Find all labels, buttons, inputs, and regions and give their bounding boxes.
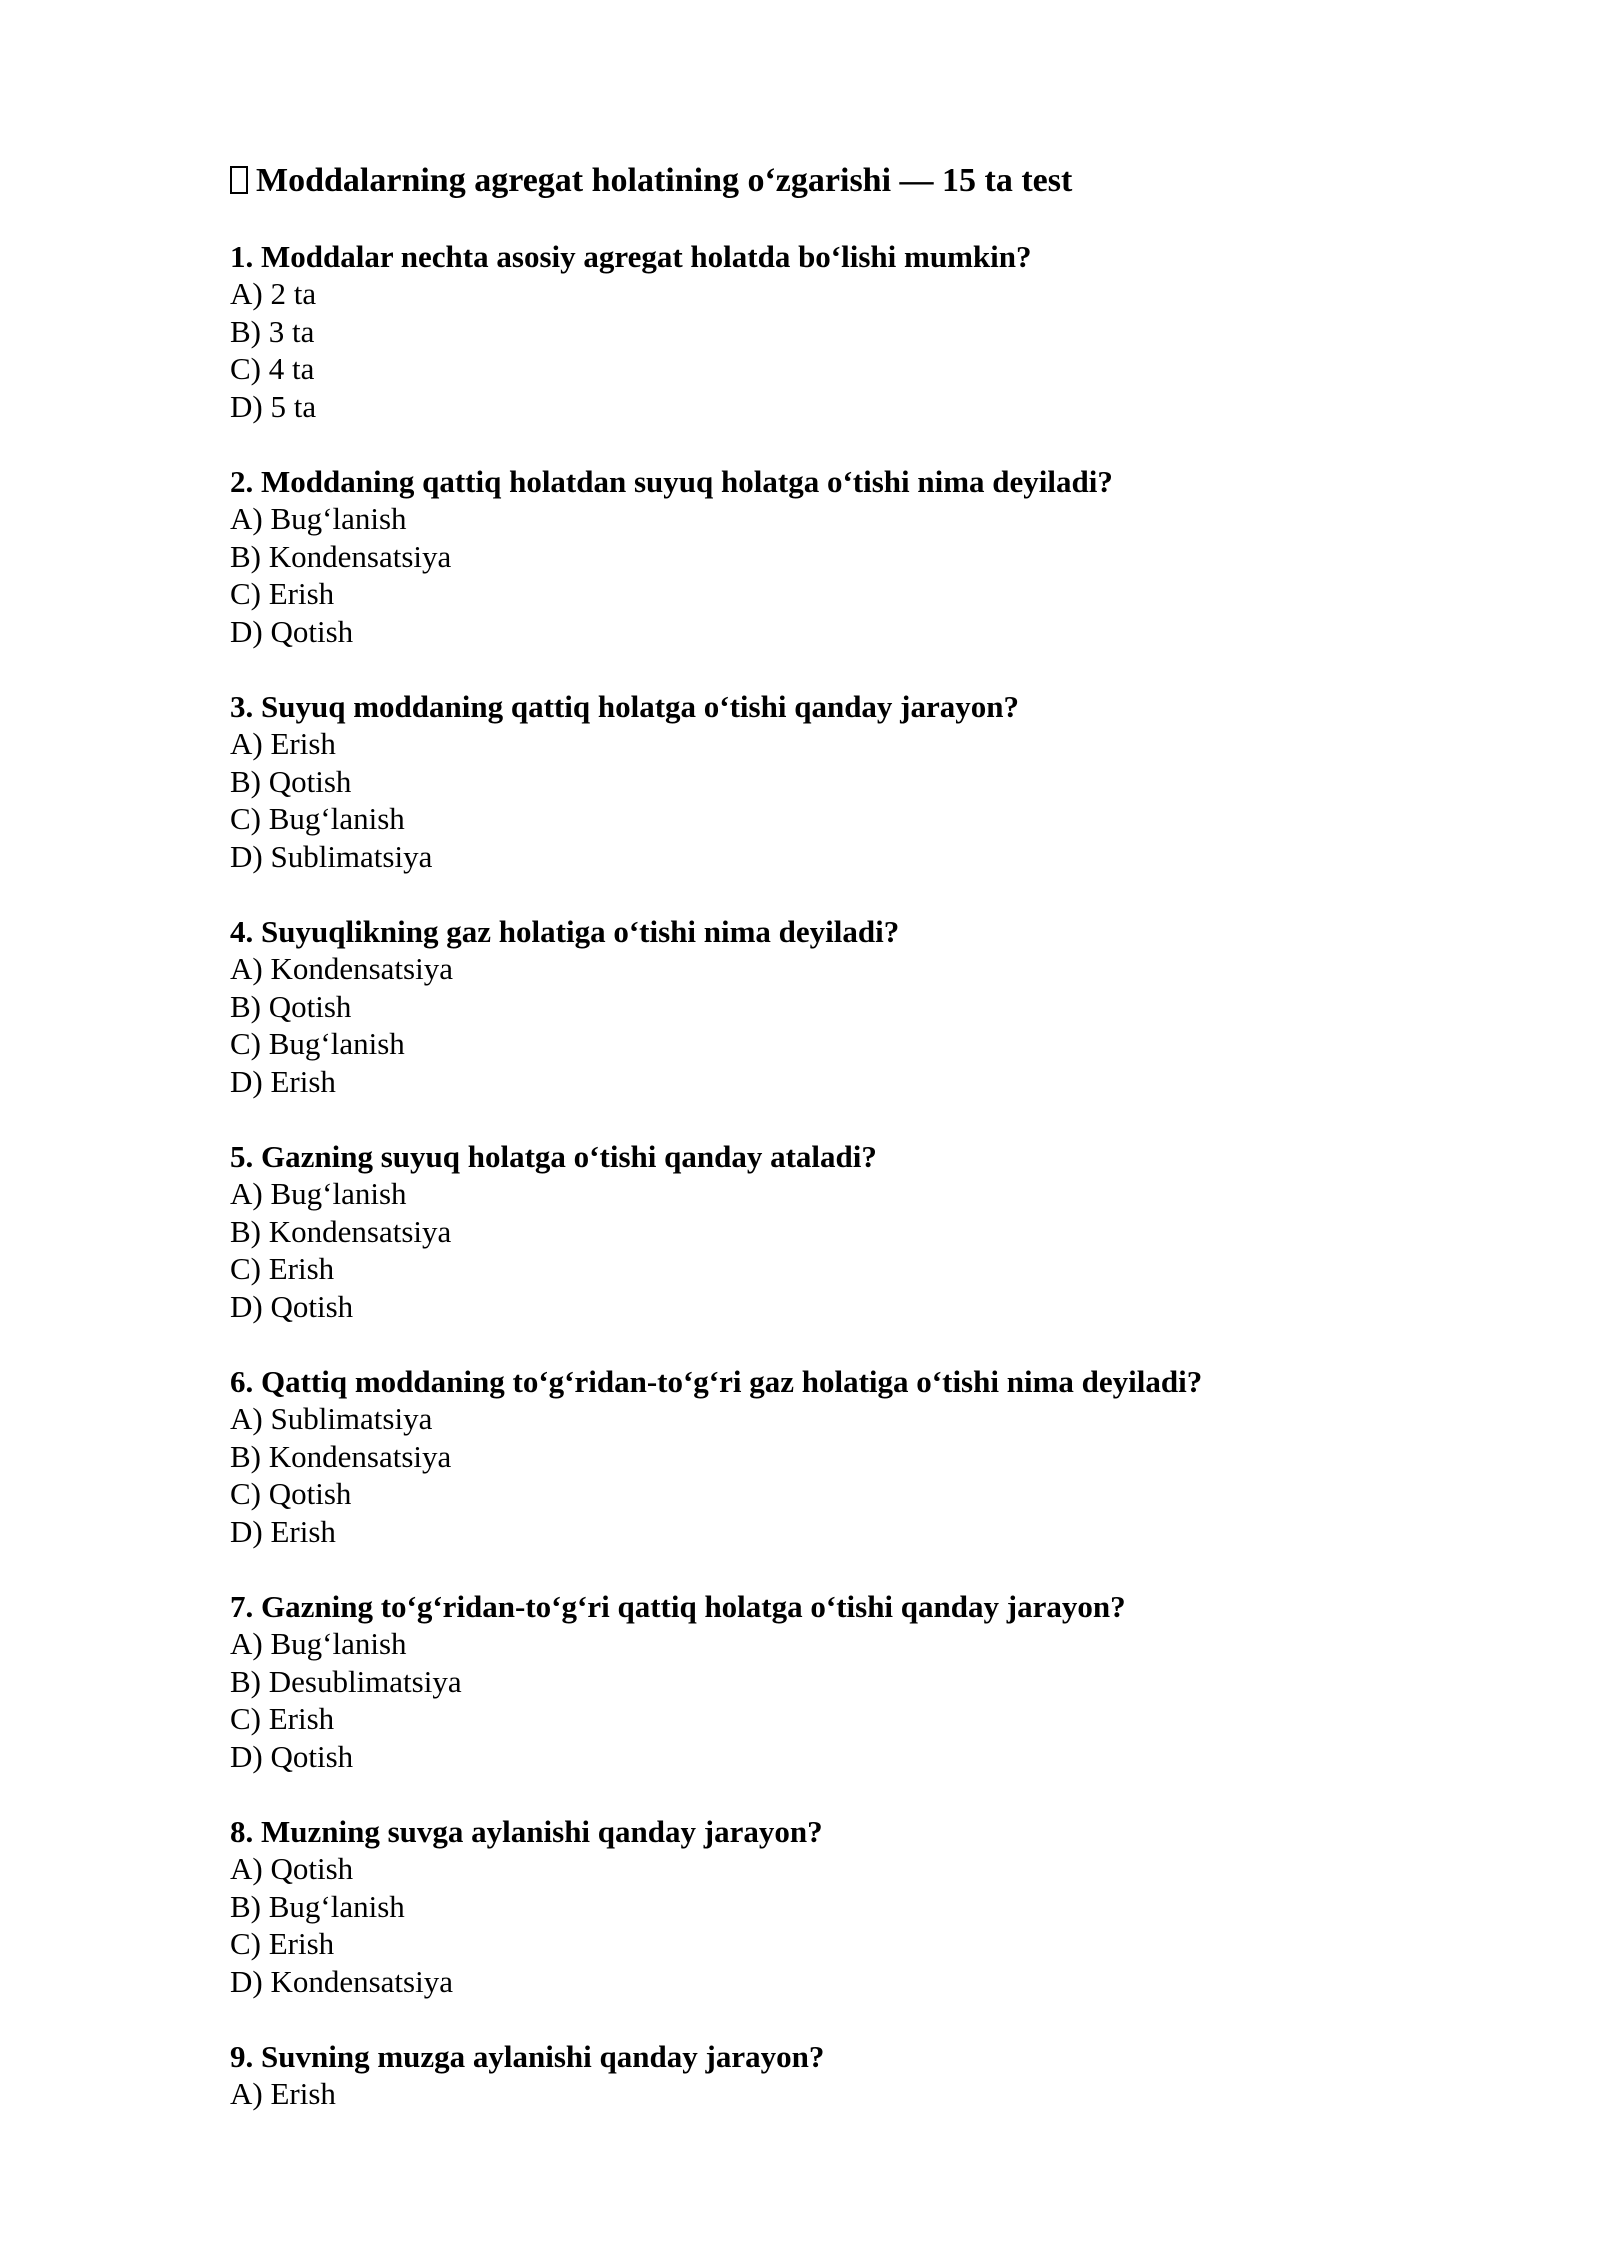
answer-option: C) Erish [230, 1251, 335, 1286]
question-block [230, 1588, 1410, 1775]
missing-glyph-icon [230, 166, 248, 194]
answer-option: C) Qotish [230, 1476, 352, 1511]
document-title [230, 158, 1410, 204]
question-block [230, 688, 1410, 875]
question-block [230, 1138, 1410, 1325]
question-text: 7. Gazning to‘g‘ridan-to‘g‘ri qattiq holatga o‘tishi qanday jarayon? [230, 1589, 1126, 1624]
answer-option: B) Kondensatsiya [230, 1213, 452, 1249]
answer-option: C) Bug‘lanish [230, 801, 405, 836]
question-text: 2. Moddaning qattiq holatdan suyuq holatga o‘tishi nima deyiladi? [230, 464, 1113, 499]
question-block [230, 913, 1410, 1100]
answer-option: A) Kondensatsiya [230, 951, 453, 986]
answer-option: A) Erish [230, 726, 336, 761]
answer-option: A) Bug‘lanish [230, 1626, 407, 1661]
question-block [230, 2038, 1410, 2113]
answer-option: D) Kondensatsiya [230, 1963, 453, 1999]
answer-option: C) Erish [230, 1926, 335, 1961]
question-list [230, 238, 1410, 2113]
document-page [230, 158, 1410, 2151]
answer-option: D) Erish [230, 1513, 336, 1549]
answer-option: A) Bug‘lanish [230, 1176, 407, 1211]
document-title-text: Moddalarning agregat holatining o‘zgarishi — 15 ta test [256, 162, 1073, 199]
answer-option: B) Qotish [230, 763, 352, 799]
answer-option: C) Erish [230, 1701, 335, 1736]
answer-option: D) 5 ta [230, 388, 317, 424]
answer-option: C) Bug‘lanish [230, 1026, 405, 1061]
question-text: 4. Suyuqlikning gaz holatiga o‘tishi nima deyiladi? [230, 914, 900, 949]
question-block [230, 238, 1410, 425]
answer-option: B) Desublimatsiya [230, 1663, 462, 1699]
question-block [230, 1813, 1410, 2000]
answer-option: A) Erish [230, 2076, 336, 2111]
answer-option: D) Sublimatsiya [230, 838, 433, 874]
question-text: 3. Suyuq moddaning qattiq holatga o‘tishi qanday jarayon? [230, 689, 1020, 724]
answer-option: D) Qotish [230, 1738, 354, 1774]
question-block [230, 1363, 1410, 1550]
question-block [230, 463, 1410, 650]
answer-option: D) Qotish [230, 613, 354, 649]
answer-option: D) Erish [230, 1063, 336, 1099]
question-text: 5. Gazning suyuq holatga o‘tishi qanday ataladi? [230, 1139, 877, 1174]
question-text: 8. Muzning suvga aylanishi qanday jarayon? [230, 1814, 823, 1849]
answer-option: D) Qotish [230, 1288, 354, 1324]
answer-option: B) Qotish [230, 988, 352, 1024]
question-text: 1. Moddalar nechta asosiy agregat holatda bo‘lishi mumkin? [230, 239, 1032, 274]
answer-option: C) 4 ta [230, 351, 315, 386]
answer-option: B) Kondensatsiya [230, 1438, 452, 1474]
answer-option: A) 2 ta [230, 276, 317, 311]
question-text: 6. Qattiq moddaning to‘g‘ridan-to‘g‘ri gaz holatiga o‘tishi nima deyiladi? [230, 1364, 1203, 1399]
answer-option: A) Qotish [230, 1851, 354, 1886]
answer-option: A) Bug‘lanish [230, 501, 407, 536]
answer-option: A) Sublimatsiya [230, 1401, 433, 1436]
answer-option: B) Kondensatsiya [230, 538, 452, 574]
answer-option: B) Bug‘lanish [230, 1888, 405, 1924]
question-text: 9. Suvning muzga aylanishi qanday jarayon? [230, 2039, 825, 2074]
answer-option: C) Erish [230, 576, 335, 611]
answer-option: B) 3 ta [230, 313, 315, 349]
